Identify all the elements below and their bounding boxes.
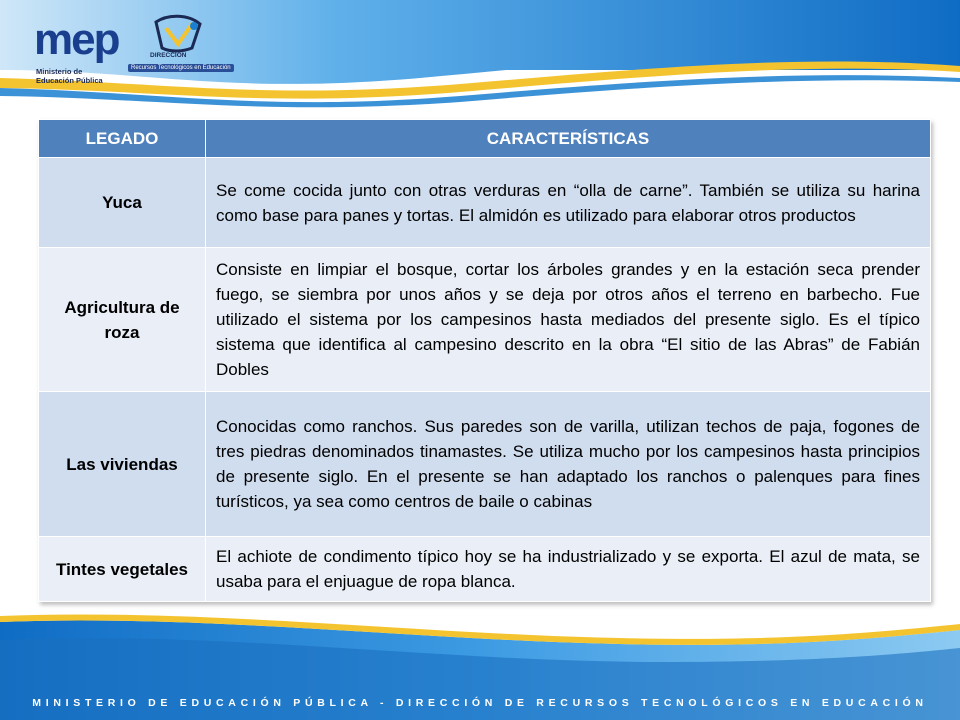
- caracteristicas-cell: El achiote de condimento típico hoy se ha industrializado y se exporta. El azul de mata, se usaba para el enjuague de ropa blanca.: [206, 537, 931, 602]
- caracteristicas-cell: Conocidas como ranchos. Sus paredes son de varilla, utilizan techos de paja, fogones de tres piedras denominados tinamastes. Se utiliza mucho por los campesinos hasta principios de presente siglo. En el presente se han adaptado los ranchos o palenques para fines turísticos, ya sea como centros de baile o cabinas: [206, 392, 931, 537]
- mep-logo: [34, 14, 129, 84]
- caracteristicas-cell: Consiste en limpiar el bosque, cortar los árboles grandes y en la estación seca prender fuego, se siembra por unos años y se deja por otros años el terreno en barbecho. Fue utilizado el sistema por los campesinos hasta mediados del presente siglo. Es el típico sistema que identifica al campesino descrito en la obra “El sitio de las Abras” de Fabián Dobles: [206, 248, 931, 392]
- table-row: [39, 248, 931, 392]
- legado-cell: Tintes vegetales: [39, 537, 206, 602]
- mep-logo-line2: Educación Pública: [36, 76, 103, 85]
- caracteristicas-cell: Se come cocida junto con otras verduras en “olla de carne”. También se utiliza su harina como base para panes y tortas. El almidón es utilizado para elaborar otros productos: [206, 158, 931, 248]
- legado-cell: Agricultura de roza: [39, 248, 206, 392]
- table-row: [39, 392, 931, 537]
- legado-table: [38, 119, 931, 602]
- table-header-row: [39, 120, 931, 158]
- direccion-logo-subtitle: Recursos Tecnológicos en Educación: [128, 64, 234, 72]
- legado-cell: Las viviendas: [39, 392, 206, 537]
- direccion-logo: [128, 14, 231, 80]
- table-row: [39, 537, 931, 602]
- header-legado: LEGADO: [39, 120, 206, 158]
- legado-cell: Yuca: [39, 158, 206, 248]
- table-row: [39, 158, 931, 248]
- header-caracteristicas: CARACTERÍSTICAS: [206, 120, 931, 158]
- footer-text: MINISTERIO DE EDUCACIÓN PÚBLICA - DIRECCIÓN DE RECURSOS TECNOLÓGICOS EN EDUCACIÓN: [32, 697, 928, 709]
- direccion-logo-title: DIRECCION: [150, 52, 187, 59]
- direccion-logo-emblem: [148, 14, 208, 54]
- mep-logo-line1: Ministerio de: [36, 67, 83, 76]
- mep-logo-wordmark: mep: [34, 15, 119, 64]
